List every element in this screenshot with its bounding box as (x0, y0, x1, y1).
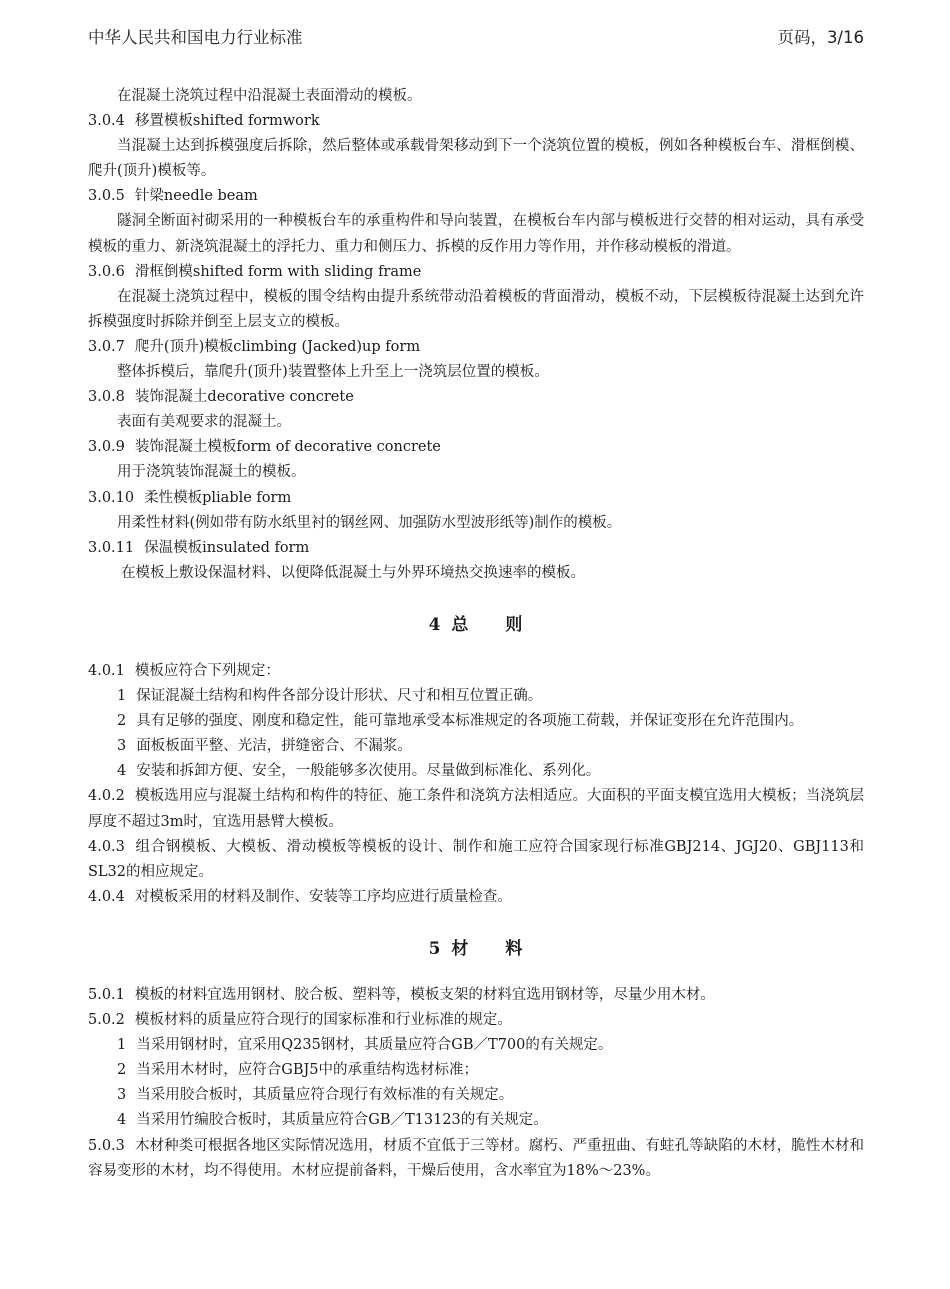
clause-number: 3.0.11 (88, 539, 135, 556)
clause-number: 5.0.3 (88, 1137, 125, 1154)
list-item (88, 759, 864, 784)
item-text: 安装和拆卸方便、安全，一般能够多次使用。尽量做到标准化、系列化。 (136, 763, 601, 780)
clause-5-0-1 (88, 983, 864, 1008)
clause-3-0-7 (88, 335, 864, 360)
clause-text: 组合钢模板、大模板、滑动模板等模板的设计、制作和施工应符合国家现行标准GBJ214、JGJ20、GBJ113和SL32的相应规定。 (88, 838, 864, 880)
item-number: 2 (117, 1062, 127, 1079)
list-item (88, 1033, 864, 1058)
paragraph: 用于浇筑装饰混凝土的模板。 (117, 464, 306, 481)
section-title-char: 则 (505, 614, 524, 635)
list-item (88, 1083, 864, 1108)
clause-number: 3.0.10 (88, 489, 135, 506)
clause-title: 保温模板insulated form (144, 539, 310, 556)
clause-title: 装饰混凝土模板form of decorative concrete (134, 439, 441, 456)
list-item (88, 709, 864, 734)
item-number: 1 (117, 1037, 127, 1054)
section-number: 5 (428, 938, 442, 959)
item-text: 保证混凝土结构和构件各部分设计形状、尺寸和相互位置正确。 (136, 688, 543, 705)
clause-title: 装饰混凝土decorative concrete (134, 389, 354, 406)
clause-title: 移置模板shifted formwork (134, 113, 320, 130)
clause-title: 滑框倒模shifted form with sliding frame (134, 263, 422, 280)
clause-3-0-4 (88, 109, 864, 134)
clause-number: 4.0.4 (88, 888, 125, 905)
clause-title: 柔性模板pliable form (144, 489, 292, 506)
clause-4-0-3 (88, 835, 864, 885)
clause-5-0-3 (88, 1134, 864, 1184)
clause-number: 3.0.8 (88, 389, 125, 406)
item-text: 当采用竹编胶合板时，其质量应符合GB／T13123的有关规定。 (136, 1112, 548, 1129)
list-item (88, 1108, 864, 1133)
paragraph: 在混凝土浇筑过程中沿混凝土表面滑动的模板。 (117, 88, 422, 104)
list-item (88, 1058, 864, 1083)
clause-number: 5.0.1 (88, 987, 125, 1003)
clause-text: 模板的材料宜选用钢材、胶合板、塑料等，模板支架的材料宜选用钢材等，尽量少用木材。 (134, 987, 715, 1003)
section-heading-5 (88, 937, 864, 962)
clause-text: 木材种类可根据各地区实际情况选用，材质不宜低于三等材。腐朽、严重扭曲、有蛀孔等缺陷的木材，脆性木材和容易变形的木材，均不得使用。木材应提前备料，干燥后使用，含水率宜为18%～23%。 (88, 1137, 864, 1179)
section-heading-4 (88, 613, 864, 638)
clause-number: 3.0.4 (88, 113, 125, 130)
clause-4-0-4 (88, 885, 864, 910)
item-number: 2 (117, 713, 127, 730)
clause-text: 对模板采用的材料及制作、安装等工序均应进行质量检查。 (134, 888, 512, 905)
paragraph: 当混凝土达到拆模强度后拆除，然后整体或承载骨架移动到下一个浇筑位置的模板，例如各种模板台车、滑框倒模、爬升(顶升)模板等。 (88, 138, 864, 180)
paragraph: 用柔性材料(例如带有防水纸里衬的钢丝网、加强防水型波形纸等)制作的模板。 (117, 514, 622, 531)
clause-3-0-11 (88, 536, 864, 561)
clause-3-0-8 (88, 385, 864, 410)
clause-4-0-2 (88, 784, 864, 834)
clause-number: 4.0.3 (88, 838, 125, 855)
section-title-char: 总 (451, 614, 470, 635)
clause-5-0-2 (88, 1008, 864, 1033)
section-title-char: 料 (505, 938, 524, 959)
section-title-char: 材 (451, 938, 470, 959)
paragraph: 在模板上敷设保温材料、以便降低混凝土与外界环境热交换速率的模板。 (121, 564, 585, 581)
clause-3-0-5 (88, 184, 864, 209)
paragraph: 在混凝土浇筑过程中，模板的围令结构由提升系统带动沿着模板的背面滑动，模板不动，下层模板待混凝土达到允许拆模强度时拆除并倒至上层支立的模板。 (88, 288, 864, 330)
item-number: 4 (117, 763, 127, 780)
clause-3-0-10 (88, 486, 864, 511)
list-item (88, 734, 864, 759)
clause-title: 模板应符合下列规定： (134, 662, 280, 679)
paragraph: 整体拆模后，靠爬升(顶升)装置整体上升至上一浇筑层位置的模板。 (117, 364, 549, 381)
clause-title: 爬升(顶升)模板climbing (Jacked)up form (134, 338, 421, 355)
item-text: 面板板面平整、光洁，拼缝密合、不漏浆。 (136, 738, 412, 755)
paragraph: 隧洞全断面衬砌采用的一种模板台车的承重构件和导向装置，在模板台车内部与模板进行交替的相对运动，具有承受模板的重力、新浇筑混凝土的浮托力、重力和侧压力、拆模的反作用力等作用，并作移动模板的滑道。 (88, 213, 864, 255)
clause-3-0-9 (88, 435, 864, 460)
clause-number: 3.0.5 (88, 188, 125, 205)
section-number: 4 (428, 614, 442, 635)
clause-number: 5.0.2 (88, 1012, 125, 1029)
clause-text: 模板材料的质量应符合现行的国家标准和行业标准的规定。 (134, 1012, 512, 1029)
list-item (88, 684, 864, 709)
clause-title: 针梁needle beam (134, 188, 258, 205)
document-body (88, 84, 864, 1184)
item-text: 当采用钢材时，宜采用Q235钢材，其质量应符合GB／T700的有关规定。 (136, 1037, 613, 1054)
item-number: 3 (117, 1087, 127, 1104)
header-page-number: 页码，3/16 (777, 28, 864, 47)
clause-number: 4.0.1 (88, 662, 125, 679)
page-header (88, 24, 864, 48)
item-text: 当采用胶合板时，其质量应符合现行有效标准的有关规定。 (136, 1087, 514, 1104)
item-number: 4 (117, 1112, 127, 1129)
clause-number: 3.0.9 (88, 439, 125, 456)
clause-4-0-1 (88, 659, 864, 684)
clause-number: 3.0.7 (88, 338, 125, 355)
header-standard-title: 中华人民共和国电力行业标准 (88, 28, 303, 47)
clause-number: 4.0.2 (88, 788, 125, 805)
item-text: 具有足够的强度、刚度和稳定性，能可靠地承受本标准规定的各项施工荷载，并保证变形在允许范围内。 (136, 713, 804, 730)
clause-3-0-6 (88, 260, 864, 285)
clause-text: 模板选用应与混凝土结构和构件的特征、施工条件和浇筑方法相适应。大面积的平面支模宜选用大模板；当浇筑层厚度不超过3m时，宜选用悬臂大模板。 (88, 788, 864, 830)
clause-number: 3.0.6 (88, 263, 125, 280)
paragraph: 表面有美观要求的混凝土。 (117, 414, 291, 431)
item-number: 3 (117, 738, 127, 755)
item-text: 当采用木材时，应符合GBJ5中的承重结构选材标准； (136, 1062, 479, 1079)
item-number: 1 (117, 688, 127, 705)
